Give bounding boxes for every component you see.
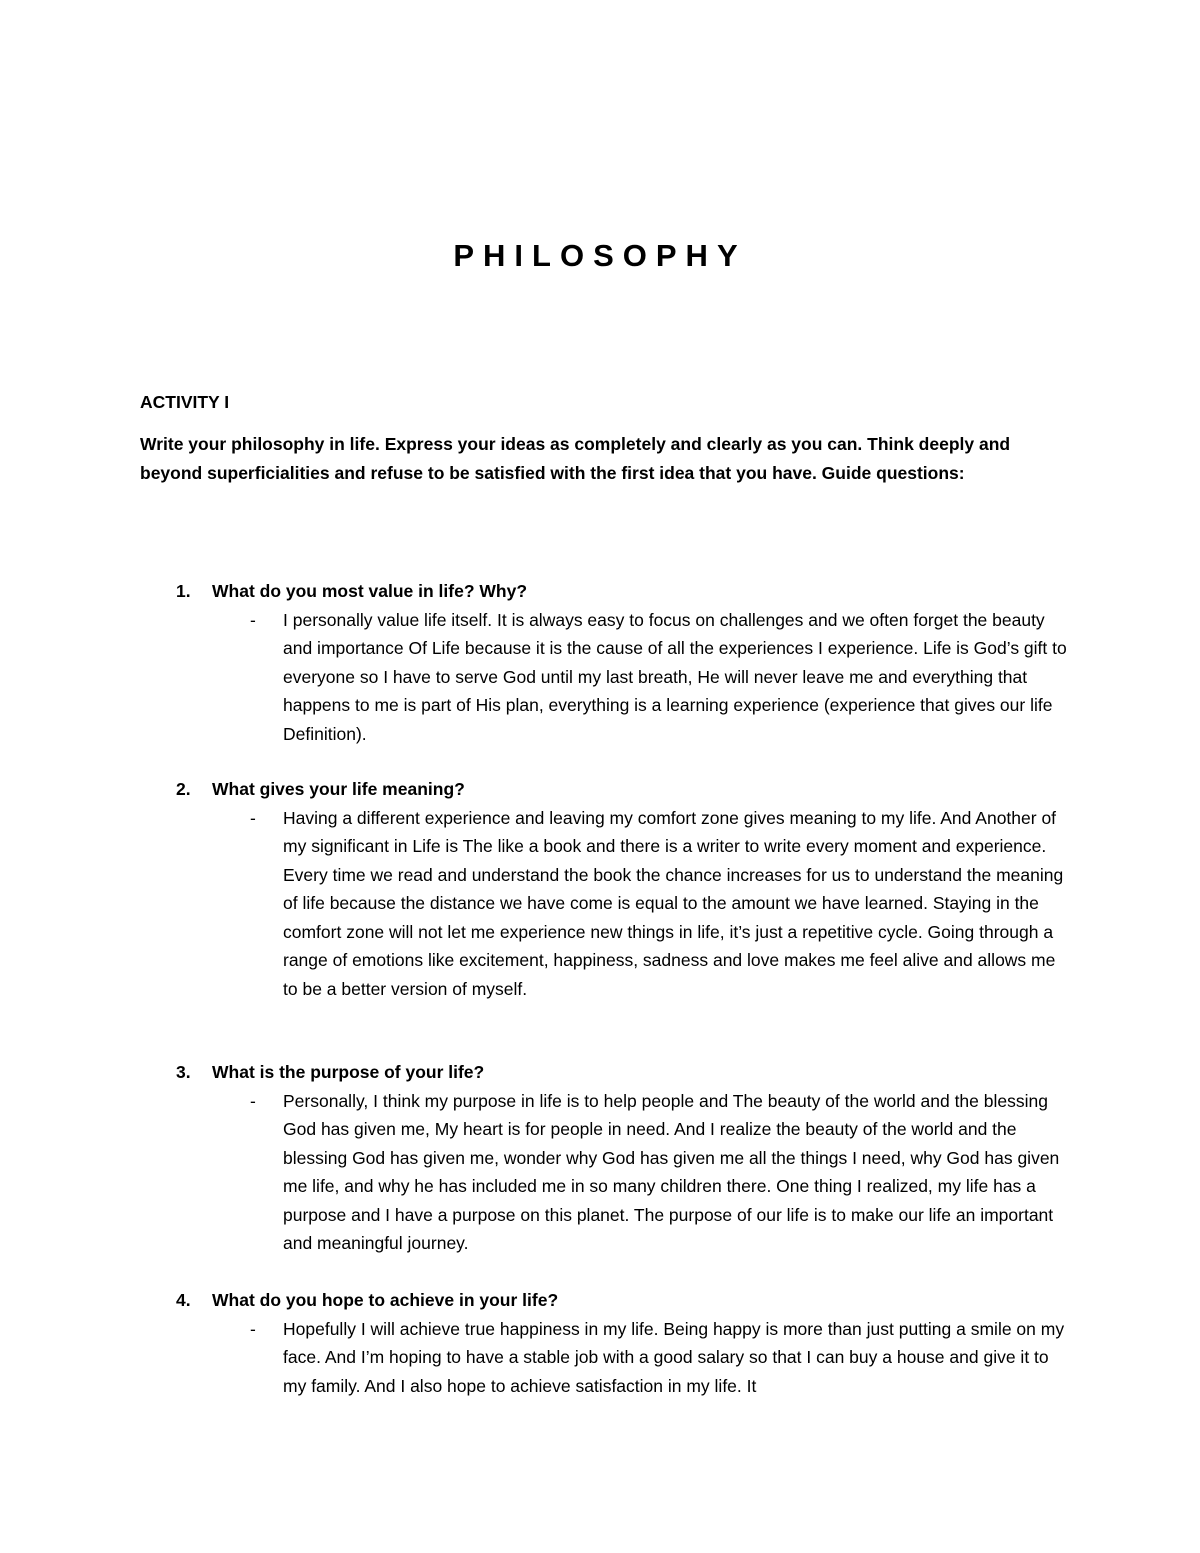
answer-bullet: - xyxy=(250,1318,256,1339)
answer-bullet: - xyxy=(250,807,256,828)
answer-bullet: - xyxy=(250,609,256,630)
question-number: 3. xyxy=(176,1062,191,1082)
question-number: 1. xyxy=(176,581,191,601)
question-text: What do you most value in life? Why? xyxy=(212,581,528,601)
question-number: 2. xyxy=(176,779,191,799)
answer-bullet: - xyxy=(250,1090,256,1111)
answer-text: Having a different experience and leaving my comfort zone gives meaning to my life. And Another of my significant in Life is The like a book and there is a writer to write every moment and experience. Every time we read and understand the book the chance increases for us to understand the meaning of life because the distance we have come is equal to the amount we have learned. Staying in the comfort zone will not let me experience new things in life, it’s just a repetitive cycle. Going through a range of emotions like excitement, happiness, sadness and love makes me feel alive and allows me to be a better version of myself. xyxy=(283,807,1064,999)
answer-text: I personally value life itself. It is always easy to focus on challenges and we often forget the beauty and importance Of Life because it is the cause of all the experiences I experience. Life is God’s gift to everyone so I have to serve God until my last breath, He will never leave me and everything that happens to me is part of His plan, everything is a learning experience (experience that gives our life Definition). xyxy=(283,609,1067,744)
answer-text: Personally, I think my purpose in life is to help people and The beauty of the world and the blessing God has given me, My heart is for people in need. And I realize the beauty of the world and the blessing God has given me, wonder why God has given me all the things I need, why God has given me life, and why he has included me in so many children there. One thing I realized, my life has a purpose and I have a purpose on this planet. The purpose of our life is to make our life an important and meaningful journey. xyxy=(283,1090,1060,1253)
instructions-paragraph: Write your philosophy in life. Express your ideas as completely and clearly as you can. Think deeply and beyond superficialities and refuse to be satisfied with the first idea that you have. Guide questions: xyxy=(140,434,1011,483)
page-title: PHILOSOPHY xyxy=(453,238,747,273)
answer-text: Hopefully I will achieve true happiness in my life. Being happy is more than just putting a smile on my face. And I’m hoping to have a stable job with a good salary so that I can buy a house and give it to my family. And I also hope to achieve satisfaction in my life. It xyxy=(283,1318,1065,1396)
question-text: What do you hope to achieve in your life? xyxy=(212,1290,559,1310)
question-number: 4. xyxy=(176,1290,191,1310)
question-text: What gives your life meaning? xyxy=(212,779,465,799)
activity-heading: ACTIVITY I xyxy=(140,392,230,412)
question-text: What is the purpose of your life? xyxy=(212,1062,485,1082)
